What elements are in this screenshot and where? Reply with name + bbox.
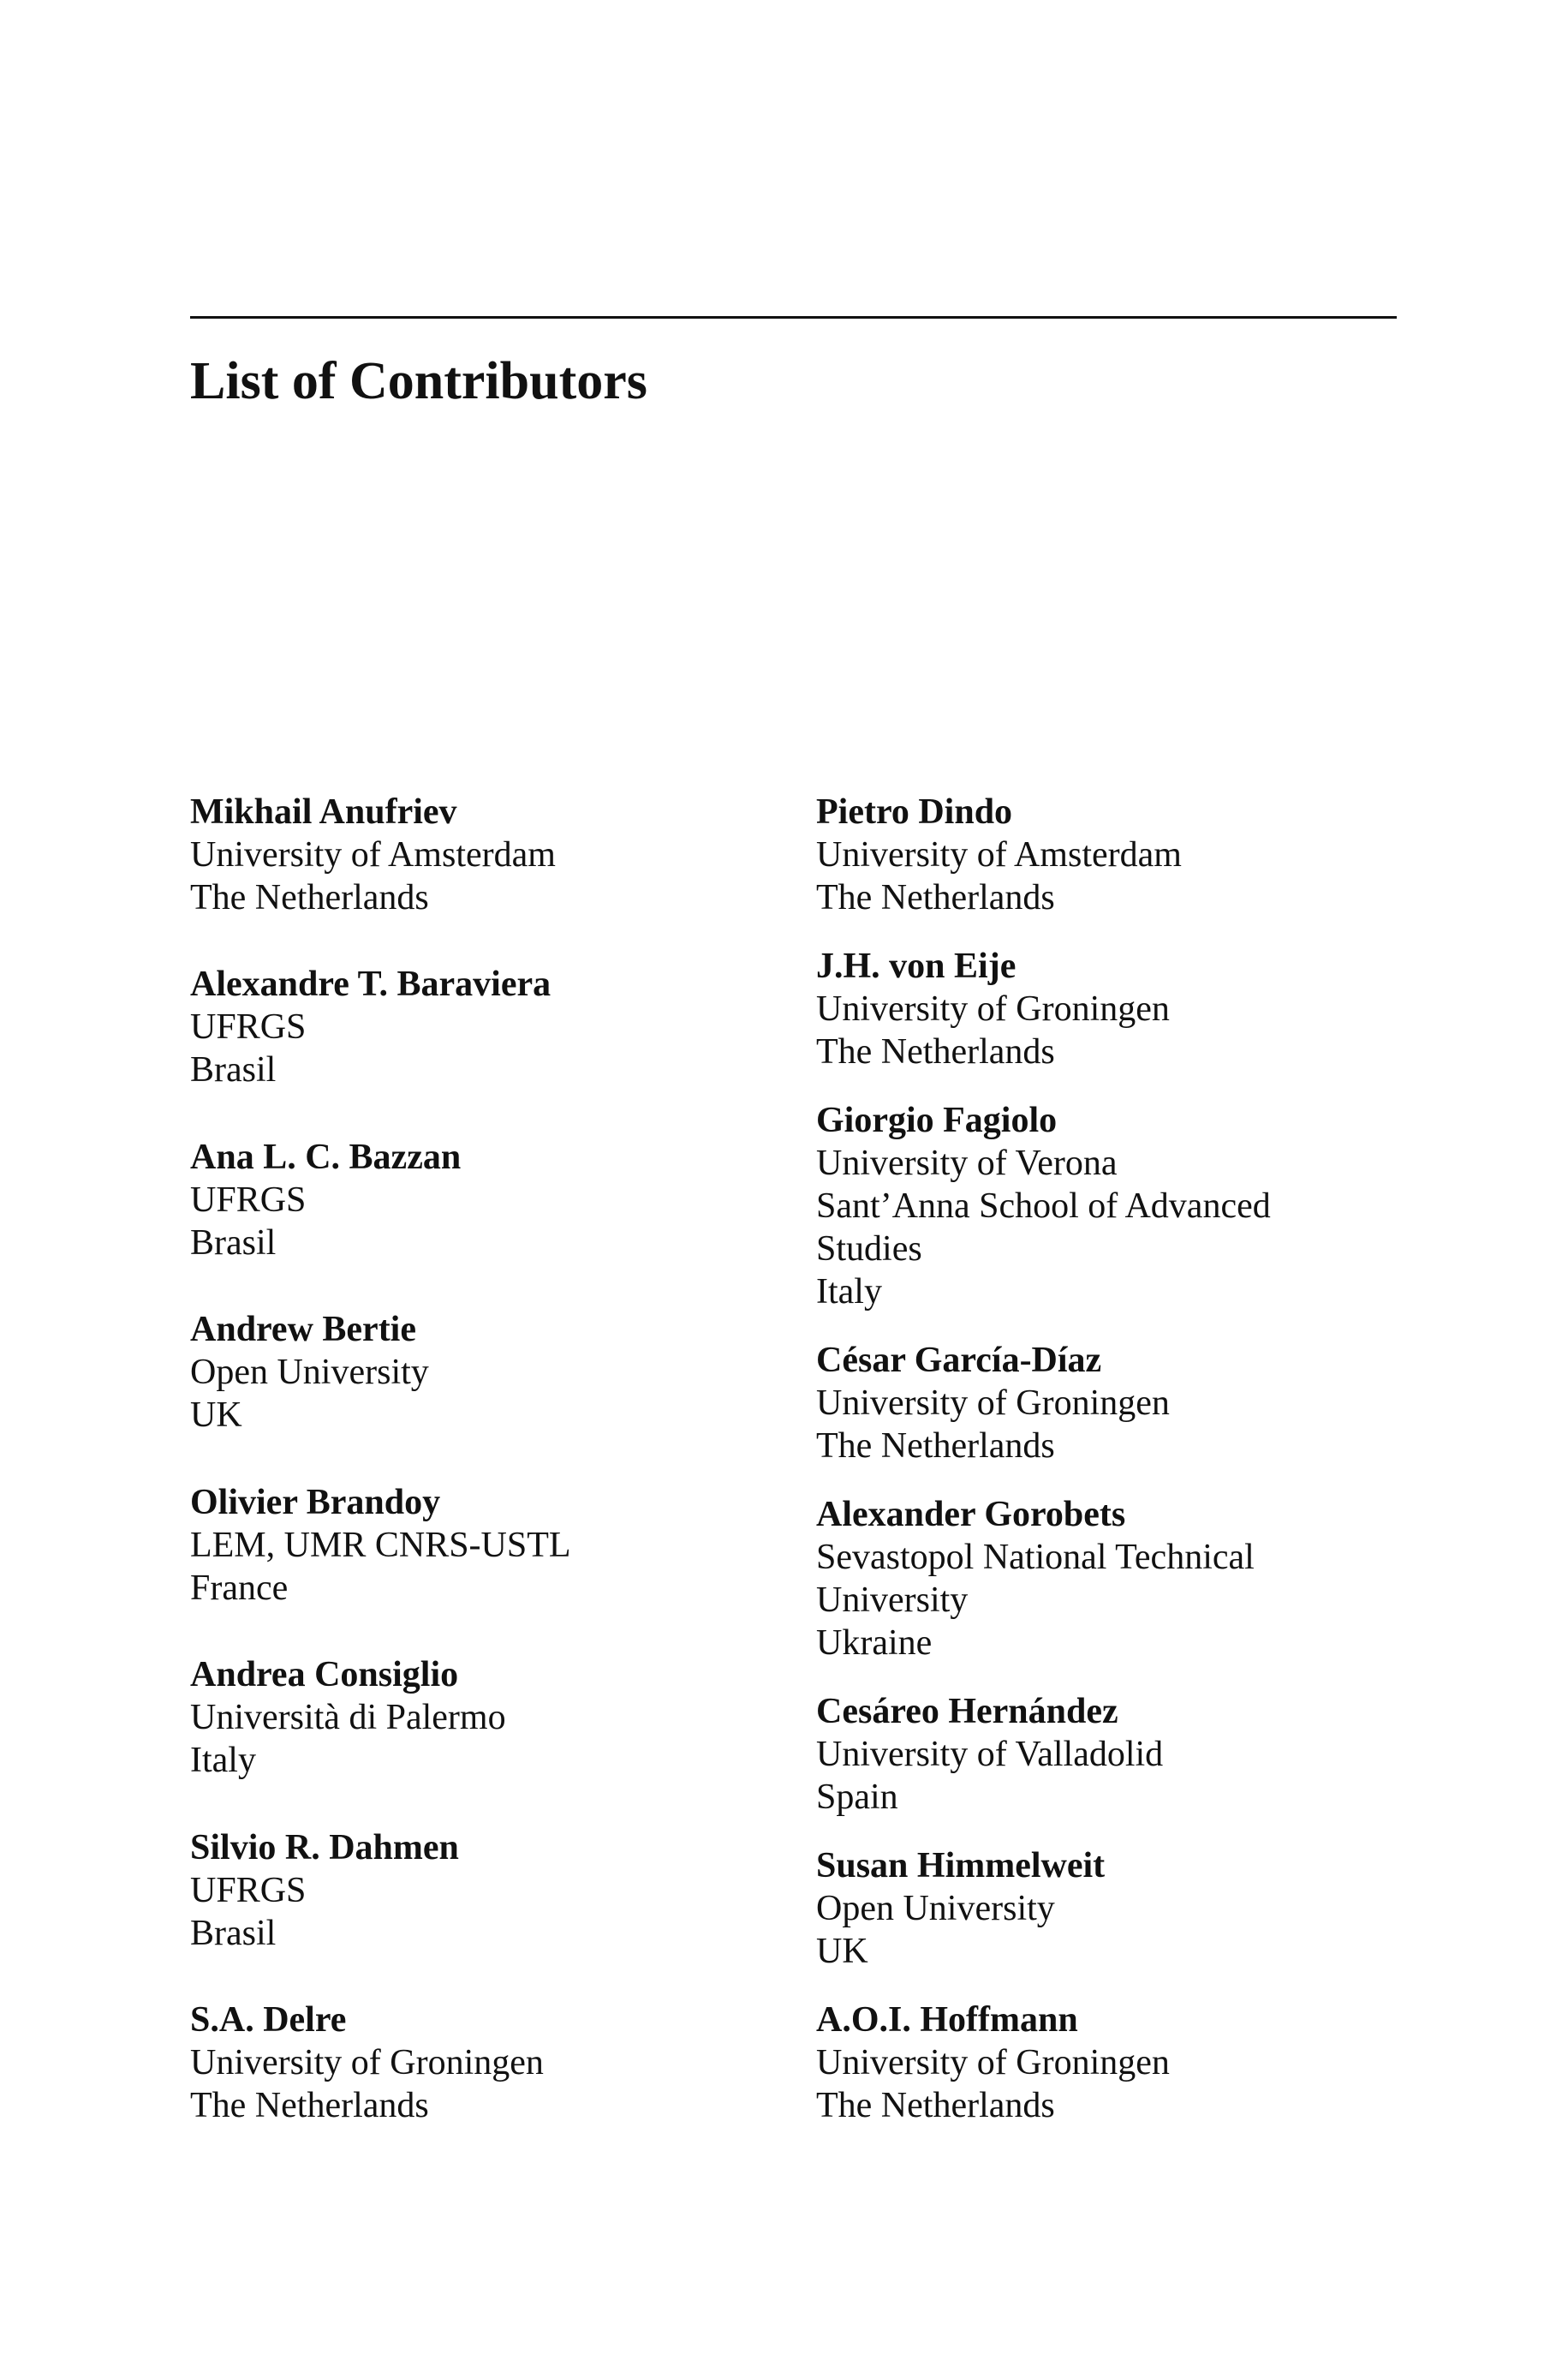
contributor-affiliation-line: The Netherlands [816,2086,1055,2125]
contributor-name: Alexander Gorobets [816,1495,1126,1534]
contributor-entry [190,1999,790,2127]
contributor-name: Cesáreo Hernández [816,1692,1118,1731]
contributor-affiliation-line: Ukraine [816,1623,933,1663]
contributor-entry [190,963,790,1091]
contributor-affiliation-line: The Netherlands [816,1426,1055,1466]
contributor-affiliation-line: UFRGS [190,1007,307,1048]
contributor-affiliation-line: Sevastopol National Technical [816,1538,1255,1577]
contributor-affiliation-line: University of Groningen [816,989,1170,1029]
contributor-entry [816,1493,1416,1664]
contributor-name: Alexandre T. Baraviera [190,965,551,1005]
contributor-entry [190,1653,790,1782]
contributor-name: Giorgio Fagiolo [816,1101,1058,1140]
contributor-name: Olivier Brandoy [190,1482,441,1522]
contributor-affiliation-line: University of Verona [816,1144,1118,1183]
contributor-name: Ana L. C. Bazzan [190,1137,462,1177]
contributor-entry [816,1999,1416,2127]
contributors-right-column [816,791,1416,2127]
contributor-affiliation-line: The Netherlands [190,2085,429,2125]
contributor-affiliation-line: UFRGS [190,1870,307,1910]
contributor-affiliation-line: University of Groningen [190,2042,544,2082]
contributor-entry [190,1481,790,1610]
contributor-entry [816,1339,1416,1467]
contributor-affiliation-line: Open University [190,1353,429,1393]
contributor-affiliation-line: LEM, UMR CNRS-USTL [190,1525,571,1565]
contributor-affiliation-line: The Netherlands [816,878,1055,917]
contributor-name: Pietro Dindo [816,792,1013,832]
contributor-affiliation-line: UFRGS [190,1180,307,1220]
contributor-affiliation-line: Spain [816,1778,898,1817]
contributor-name: Susan Himmelweit [816,1846,1106,1885]
contributor-affiliation-line: Sant’Anna School of Advanced [816,1186,1271,1226]
contributor-entry [816,1690,1416,1819]
contributor-affiliation-line: Brasil [190,1222,277,1263]
contributor-entry [190,791,790,919]
contributor-affiliation-line: Università di Palermo [190,1698,506,1738]
contributor-affiliation-line: Brasil [190,1913,277,1953]
contributor-name: J.H. von Eije [816,947,1017,986]
contributor-entry [816,1099,1416,1313]
contributor-entry [190,1308,790,1437]
page-title: List of Contributors [190,352,647,410]
contributor-name: S.A. Delre [190,1999,347,2040]
contributor-affiliation-line: University of Groningen [816,2043,1170,2082]
contributor-entry [190,1826,790,1955]
contributor-entry [190,1136,790,1264]
contributor-affiliation-line: Italy [816,1272,882,1311]
contributor-affiliation-line: Open University [816,1889,1055,1928]
contributor-entry [816,791,1416,919]
contributor-affiliation-line: University of Amsterdam [816,835,1182,875]
contributor-name: Silvio R. Dahmen [190,1827,459,1867]
contributor-affiliation-line: Studies [816,1229,922,1269]
contributor-affiliation-line: University of Groningen [816,1383,1170,1423]
contributor-affiliation-line: France [190,1568,289,1608]
contributor-affiliation-line: UK [190,1395,242,1436]
contributor-affiliation-line: University of Valladolid [816,1735,1164,1774]
contributor-affiliation-line: University of Amsterdam [190,835,556,875]
contributor-entry [816,945,1416,1073]
contributor-affiliation-line: UK [816,1932,868,1971]
contributor-affiliation-line: The Netherlands [816,1032,1055,1072]
contributor-affiliation-line: University [816,1580,969,1620]
header-rule [190,316,1397,319]
contributor-name: Andrew Bertie [190,1310,416,1350]
contributor-name: César García-Díaz [816,1341,1102,1380]
contributor-name: Andrea Consiglio [190,1655,459,1695]
contributor-entry [816,1844,1416,1973]
contributor-affiliation-line: Italy [190,1741,256,1781]
contributors-left-column [190,791,790,2127]
contributor-name: A.O.I. Hoffmann [816,2000,1078,2040]
contributor-affiliation-line: The Netherlands [190,878,429,917]
contributor-affiliation-line: Brasil [190,1050,277,1090]
contributor-name: Mikhail Anufriev [190,792,457,832]
